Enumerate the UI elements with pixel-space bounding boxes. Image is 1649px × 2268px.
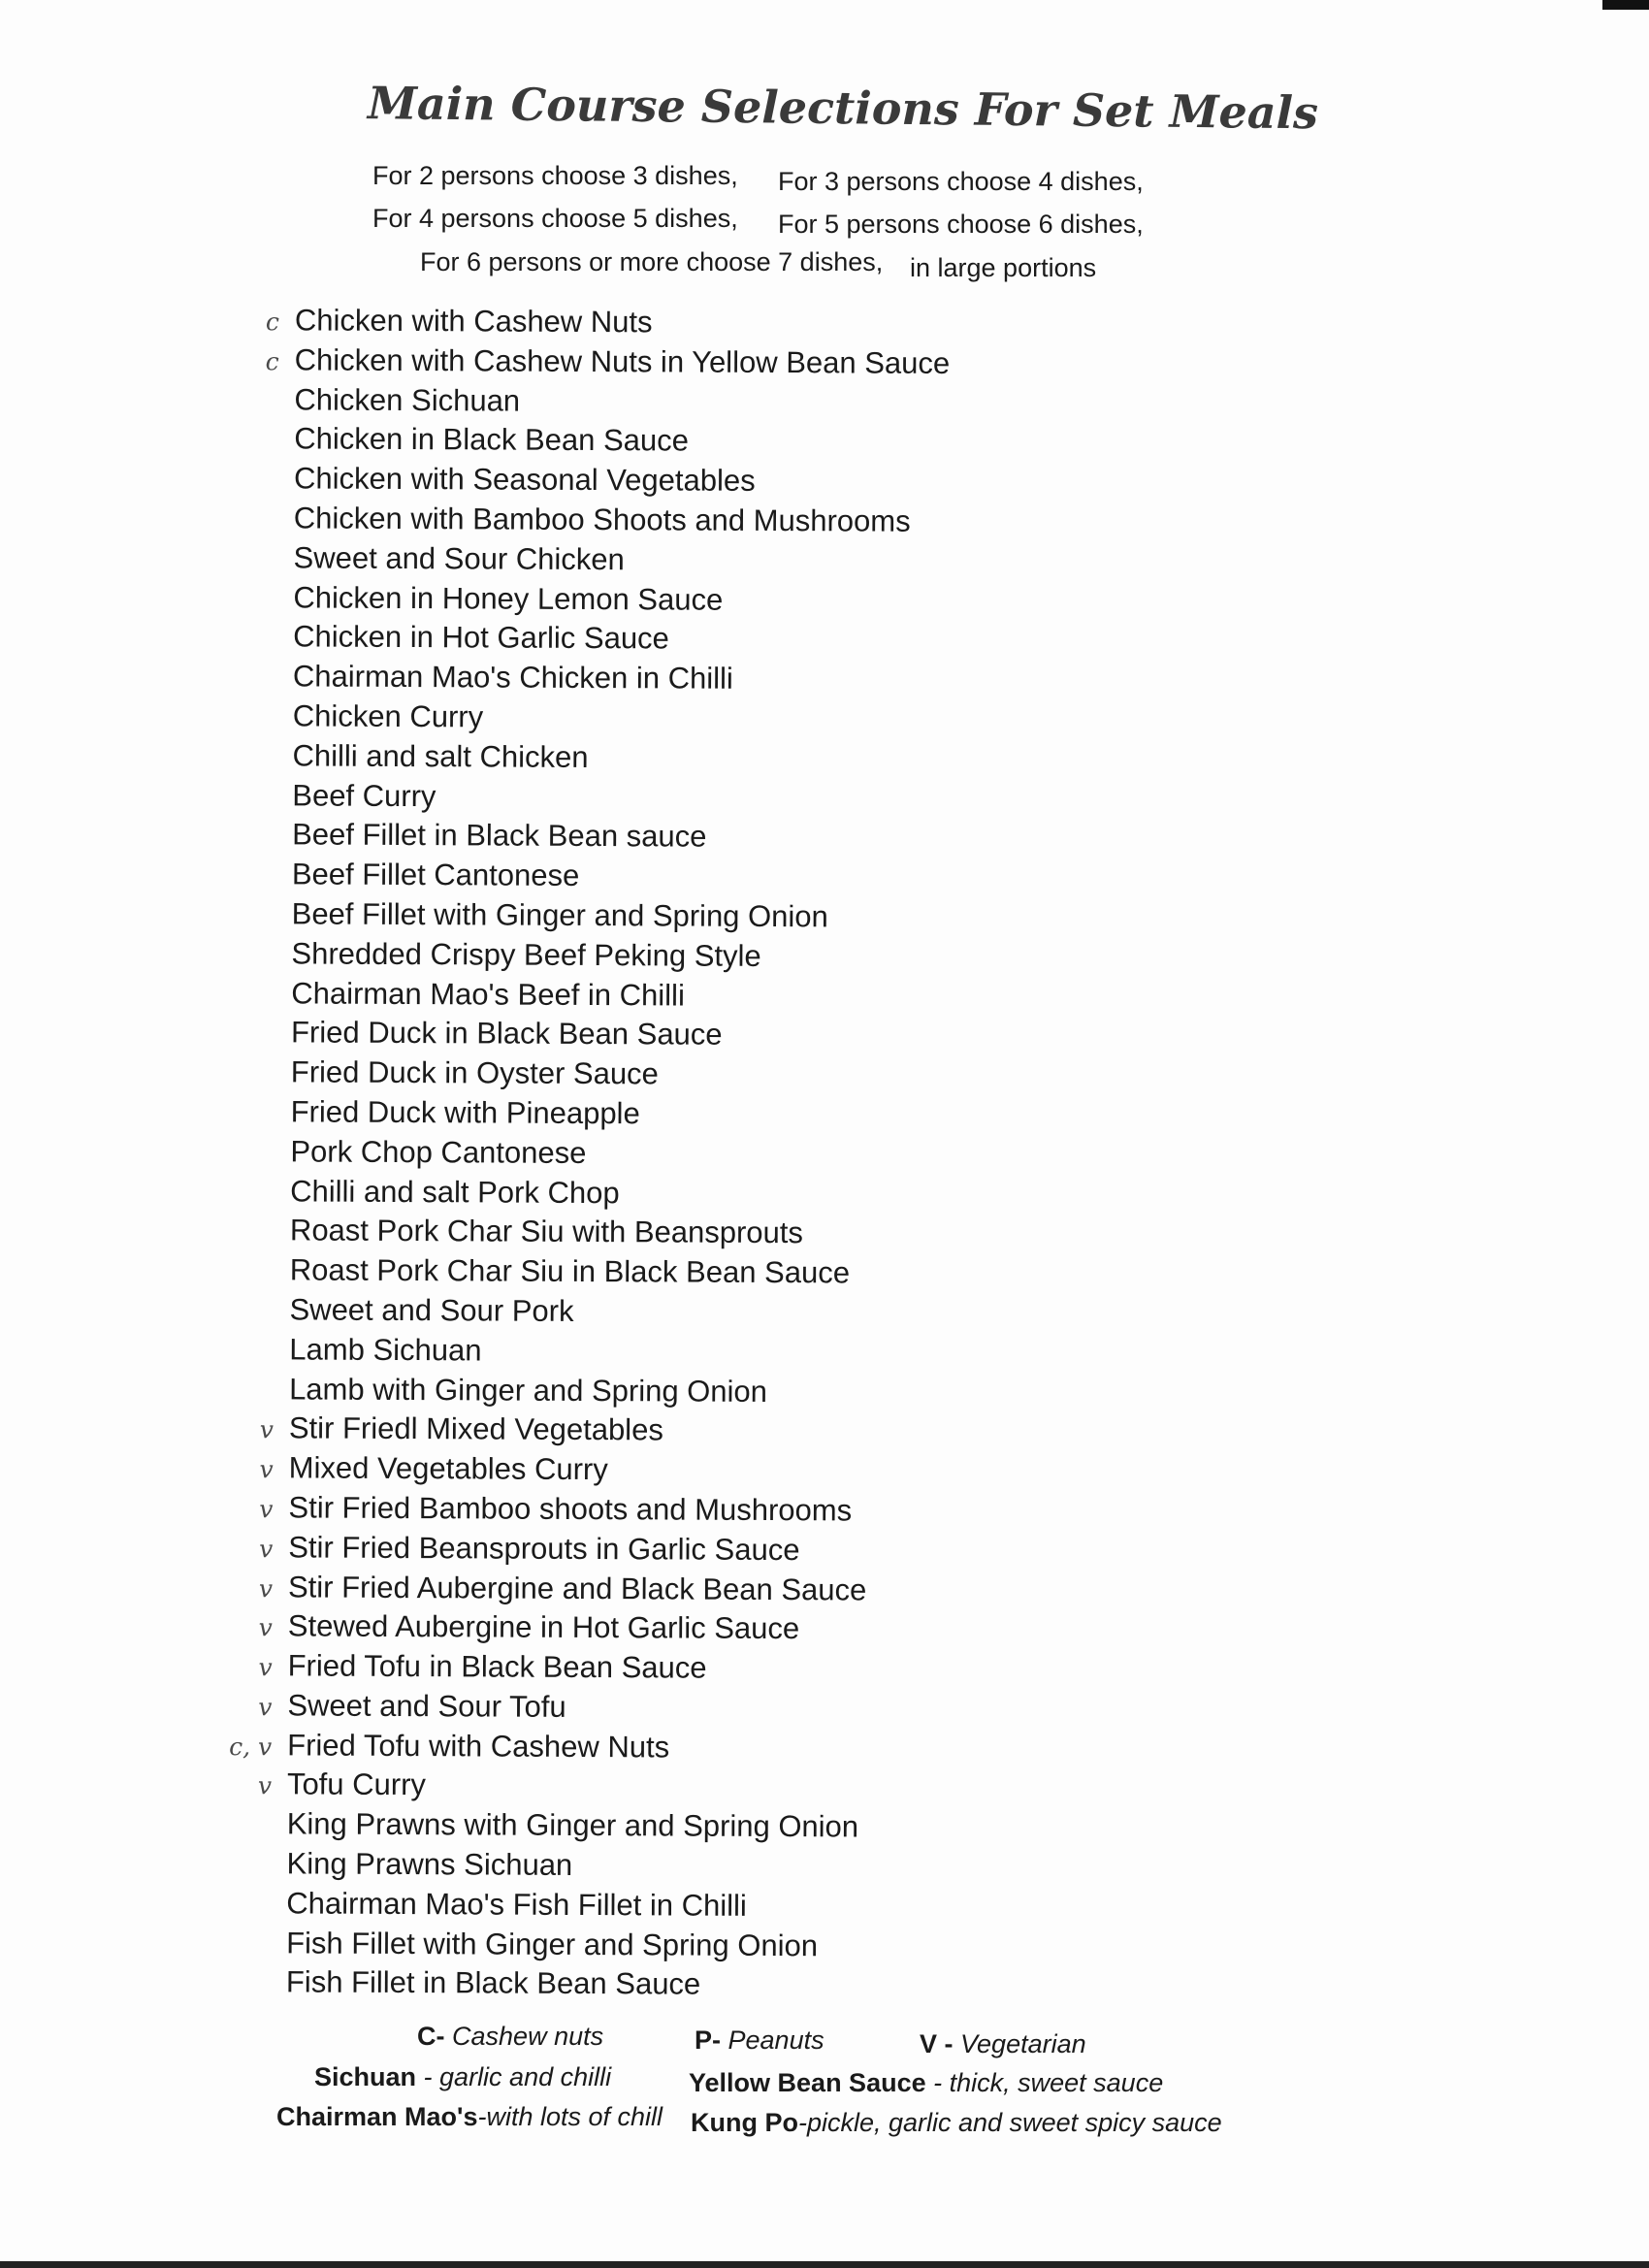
dish-diet-mark: v [258,1693,273,1722]
dish-list [212,301,951,2002]
legend-yellow-bean [689,2068,1163,2098]
dish-diet-mark: v [259,1495,274,1524]
legend-kung-po-desc: -pickle, garlic and sweet spicy sauce [797,2108,1222,2137]
dish-name: Beef Fillet Cantonese [291,857,580,893]
dish-diet-mark [178,1094,275,1095]
dish-name: Stir Fried Aubergine and Black Bean Sauce [287,1569,867,1607]
dish-diet-mark [181,501,278,502]
rule-large-portions: in large portions [910,253,1097,282]
legend-chairman-mao-desc: -with lots of chill [477,2102,663,2131]
dish-diet-mark: v [259,1415,274,1444]
legend-chairman-mao-key: Chairman Mao's [276,2102,478,2131]
dish-diet-mark [179,777,276,778]
legend-peanuts [695,2025,824,2056]
dish-name: King Prawns with Ginger and Spring Onion [286,1806,859,1844]
dish-name: Fish Fillet with Ginger and Spring Onion [286,1926,819,1962]
legend-sichuan-key: Sichuan [314,2062,417,2091]
rule-3-persons: For 3 persons choose 4 dishes, [778,167,1144,196]
dish-name: Stir Fried Bamboo shoots and Mushrooms [288,1490,853,1528]
dish-diet-mark: v [258,1573,274,1603]
dish-diet-mark: v [259,1534,274,1563]
dish-diet-mark [179,896,276,897]
legend-sichuan-desc: - garlic and chilli [423,2062,612,2091]
legend-kung-po-key: Kung Po [691,2108,798,2137]
legend-vegetarian [920,2029,1086,2059]
legend-sichuan [314,2062,611,2092]
dish-name: Roast Pork Char Siu in Black Bean Sauce [289,1252,851,1290]
dish-name: Lamb Sichuan [289,1332,482,1368]
dish-diet-mark [180,619,277,620]
dish-diet-mark [180,738,277,739]
dish-name: Chilli and salt Chicken [292,738,589,774]
dish-diet-mark: v [257,1771,273,1800]
dish-name: Fried Duck in Black Bean Sauce [290,1015,723,1053]
dish-diet-mark [177,1331,274,1332]
dish-diet-mark: c, v [229,1732,273,1761]
dish-diet-mark [181,540,278,541]
dish-name: Chicken Sichuan [294,381,521,418]
dish-diet-mark [178,975,275,976]
dish-diet-mark: v [258,1653,273,1682]
dish-name: Shredded Crispy Beef Peking Style [291,936,761,973]
dish-diet-mark [174,1886,271,1887]
scan-bottom-edge [0,2261,1649,2268]
dish-name: Stewed Aubergine in Hot Garlic Sauce [287,1608,800,1646]
dish-name: Stir Friedl Mixed Vegetables [288,1410,663,1447]
dish-name: Chilli and salt Pork Chop [290,1173,620,1210]
dish-name: Sweet and Sour Pork [289,1292,574,1328]
dish-name: Tofu Curry [286,1766,427,1802]
legend-cashew-key: C- [417,2022,445,2051]
dish-diet-mark: c [265,347,279,376]
dish-diet-mark [180,659,277,660]
dish-diet-mark [179,857,276,858]
scan-edge-mark [1602,0,1649,10]
rule-6-persons: For 6 persons or more choose 7 dishes, [420,247,884,276]
dish-name: Fried Tofu in Black Bean Sauce [287,1648,707,1685]
dish-diet-mark [181,421,278,422]
dish-diet-mark [177,1371,274,1372]
dish-name: Chairman Mao's Chicken in Chilli [292,659,733,696]
dish-name: Fried Duck with Pineapple [290,1094,640,1131]
page-title: Main Course Selections For Set Meals [367,77,1319,140]
rule-2-persons: For 2 persons choose 3 dishes, [372,161,738,190]
rule-4-persons: For 4 persons choose 5 dishes, [372,204,738,233]
rule-5-persons: For 5 persons choose 6 dishes, [778,210,1144,239]
dish-diet-mark: v [258,1613,273,1642]
dish-diet-mark [174,1925,271,1926]
dish-diet-mark [178,1054,275,1055]
dish-name: Beef Fillet with Ginger and Spring Onion [291,896,828,934]
legend-cashew [417,2022,603,2052]
dish-name: Chicken with Cashew Nuts in Yellow Bean Sauce [294,342,951,380]
dish-name: Mixed Vegetables Curry [288,1450,608,1487]
legend-cashew-desc: Cashew nuts [452,2022,604,2051]
dish-name: Sweet and Sour Tofu [287,1688,566,1724]
legend-chairman-mao [276,2102,663,2132]
dish-name: Chicken with Bamboo Shoots and Mushrooms [293,501,911,538]
dish-diet-mark [181,461,278,462]
dish-diet-mark [178,1015,275,1016]
legend-yellow-bean-key: Yellow Bean Sauce [689,2068,926,2097]
dish-name: Chairman Mao's Beef in Chilli [291,975,685,1013]
dish-name: Chicken with Cashew Nuts [294,303,653,340]
dish-diet-mark [175,1846,272,1847]
dish-name: Sweet and Sour Chicken [293,540,625,576]
dish-name: Beef Curry [292,777,436,813]
legend-kung-po [691,2108,1222,2138]
dish-diet-mark [179,817,276,818]
dish-name: King Prawns Sichuan [286,1846,573,1882]
dish-diet-mark [179,936,276,937]
dish-name: Roast Pork Char Siu with Beansprouts [289,1213,804,1250]
dish-name: Fish Fillet in Black Bean Sauce [285,1964,701,2002]
dish-name: Fried Duck in Oyster Sauce [290,1054,659,1091]
dish-diet-mark [178,1134,275,1135]
legend-peanuts-desc: Peanuts [728,2025,824,2055]
dish-name: Chicken in Hot Garlic Sauce [293,619,669,656]
legend-yellow-bean-desc: - thick, sweet sauce [933,2068,1164,2097]
dish-diet-mark [178,1173,275,1174]
dish-diet-mark [180,698,277,699]
legend-vegetarian-key: V - [920,2029,954,2058]
dish-name: Fried Tofu with Cashew Nuts [287,1728,670,1765]
dish-name: Lamb with Ginger and Spring Onion [289,1371,768,1409]
dish-diet-mark [178,1213,275,1214]
dish-name: Chairman Mao's Fish Fillet in Chilli [286,1886,747,1923]
dish-diet-mark: c [265,308,279,337]
dish-name: Beef Fillet in Black Bean sauce [292,817,707,854]
dish-name: Chicken with Seasonal Vegetables [293,461,756,499]
dish-diet-mark: v [259,1455,274,1484]
dish-name: Chicken Curry [292,698,484,734]
dish-name: Chicken in Black Bean Sauce [294,421,690,458]
dish-name: Pork Chop Cantonese [290,1134,587,1170]
dish-diet-mark [178,1252,275,1253]
dish-diet-mark [174,1964,271,1965]
dish-diet-mark [178,1292,275,1293]
legend-vegetarian-desc: Vegetarian [960,2029,1086,2058]
legend-peanuts-key: P- [695,2025,721,2055]
dish-name: Stir Fried Beansprouts in Garlic Sauce [288,1530,800,1567]
dish-diet-mark [180,579,277,580]
dish-name: Chicken in Honey Lemon Sauce [293,579,724,617]
